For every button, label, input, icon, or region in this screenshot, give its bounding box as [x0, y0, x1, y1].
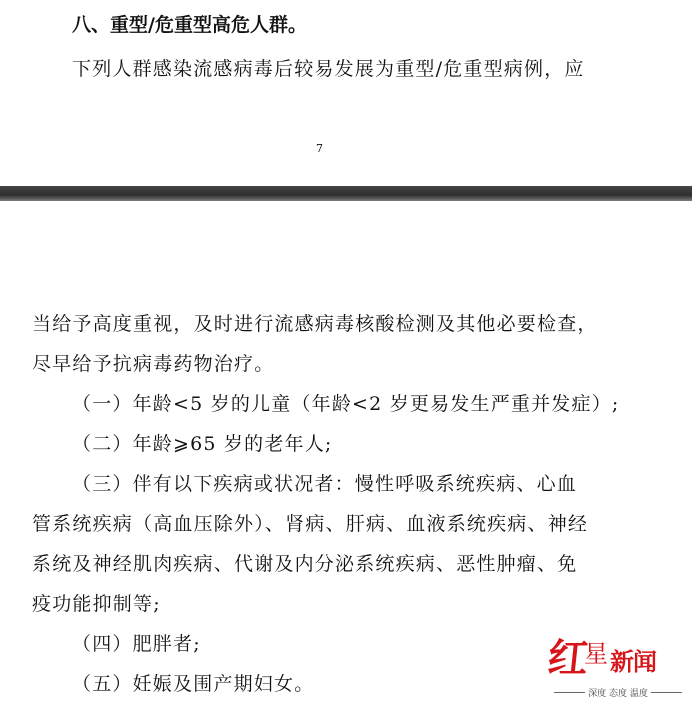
- watermark-slogan: 深度 态度 温度: [588, 689, 648, 699]
- paragraph-start: 下列人群感染流感病毒后较易发展为重型/危重型病例，应: [72, 58, 585, 80]
- watermark-news-text: 新闻: [610, 647, 656, 676]
- text-line: 系统及神经肌肉疾病、代谢及内分泌系统疾病、恶性肿瘤、免: [32, 553, 578, 575]
- page-break-divider: [0, 186, 692, 201]
- text-line: 管系统疾病（高血压除外）、肾病、肝病、血液系统疾病、神经: [32, 513, 589, 535]
- text-line: 尽早给予抗病毒药物治疗。: [32, 353, 275, 375]
- watermark-hong-char: 红: [545, 636, 591, 682]
- watermark-rule-left: [554, 692, 585, 693]
- watermark-logo: [545, 636, 656, 682]
- list-item: （二）年龄⩾65 岁的老年人;: [72, 433, 333, 455]
- list-item: （五）妊娠及围产期妇女。: [72, 673, 315, 695]
- list-item: （一）年龄<5 岁的儿童（年龄<2 岁更易发生严重并发症）;: [72, 393, 620, 415]
- list-item: （三）伴有以下疾病或状况者：慢性呼吸系统疾病、心血: [72, 473, 578, 495]
- list-item: （四）肥胖者;: [72, 633, 201, 655]
- page-number: 7: [316, 142, 323, 155]
- text-line: 疫功能抑制等;: [32, 593, 161, 615]
- watermark-slogan-row: [554, 686, 682, 699]
- watermark-rule-right: [651, 692, 682, 693]
- watermark-star-char: 星: [584, 639, 608, 668]
- hongxing-news-watermark: [545, 636, 688, 700]
- section-heading: 八、重型/危重型高危人群。: [72, 14, 307, 36]
- text-line: 当给予高度重视，及时进行流感病毒核酸检测及其他必要检查，: [32, 313, 598, 335]
